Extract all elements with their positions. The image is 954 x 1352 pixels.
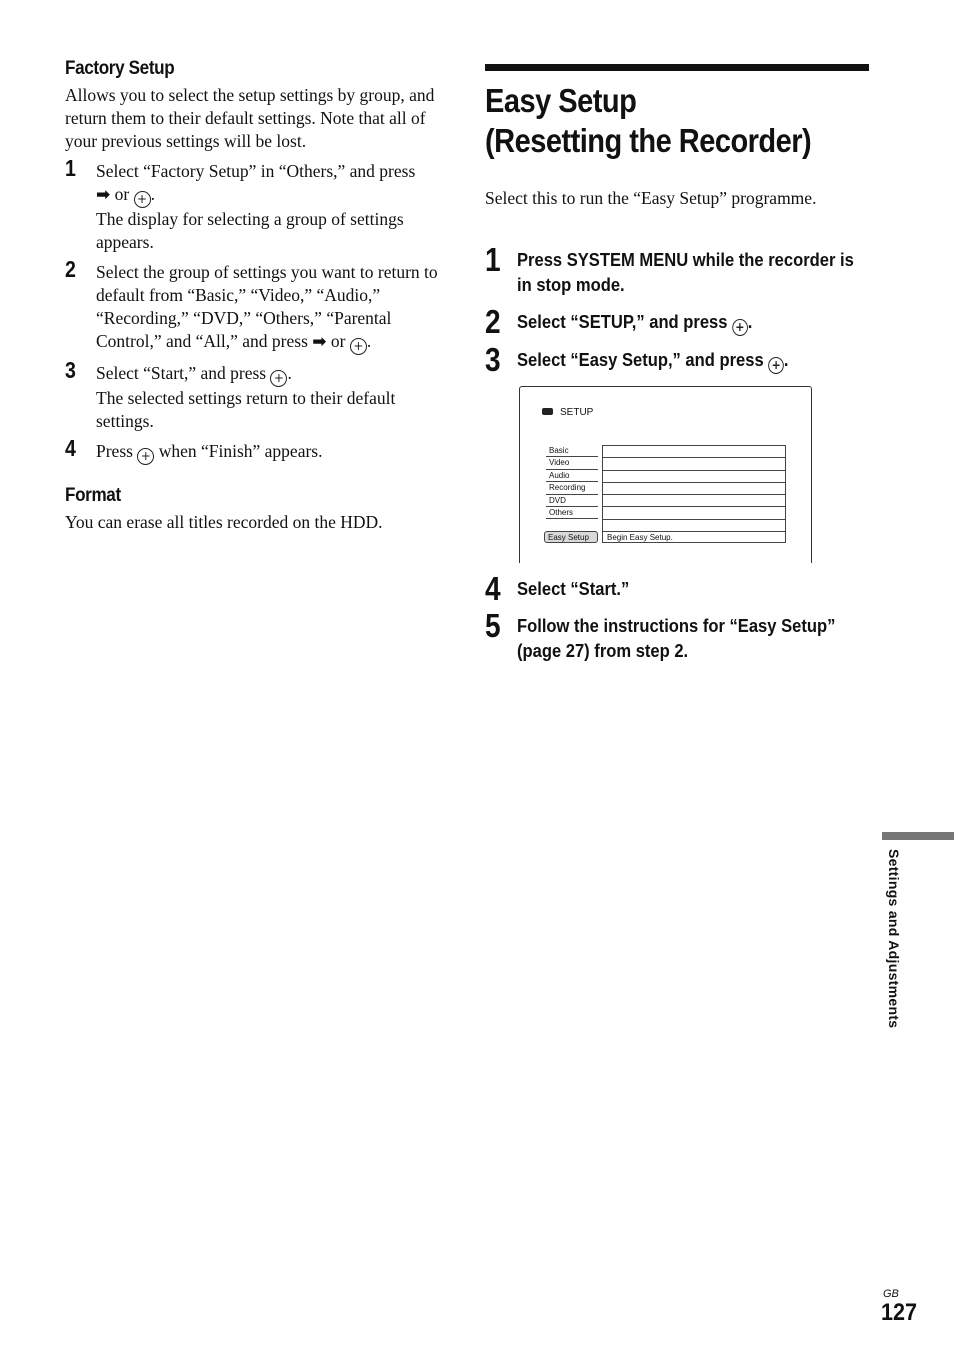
step-text: . — [150, 184, 155, 204]
step-number: 3 — [65, 357, 76, 383]
easy-step-1 — [485, 241, 870, 298]
step-text: when “Finish” appears. — [158, 441, 323, 461]
easy-setup-intro: Select this to run the “Easy Setup” programme. — [485, 188, 817, 208]
step-number: 2 — [65, 256, 76, 282]
step-text: . — [783, 350, 789, 370]
grid-row — [603, 520, 785, 532]
osd-menu-item: Others — [546, 507, 598, 519]
step-number: 4 — [485, 570, 501, 607]
factory-step-2 — [65, 256, 450, 355]
step-note: The display for selecting a group of settings appears. — [96, 209, 404, 252]
osd-header — [542, 407, 593, 418]
title-line-1: Easy Setup — [485, 82, 637, 119]
osd-menu-item: Basic — [546, 445, 598, 457]
right-arrow-icon: ➡ — [312, 332, 327, 352]
enter-button-icon: + — [137, 448, 154, 465]
section-tab-marker — [882, 832, 954, 840]
step-number: 2 — [485, 303, 501, 340]
step-text: . — [747, 312, 753, 332]
step-text: Press SYSTEM MENU while the recorder is — [517, 250, 854, 270]
osd-menu-item: Audio — [546, 470, 598, 482]
step-text: or — [114, 184, 130, 204]
step-number: 1 — [485, 241, 501, 278]
osd-menu — [546, 445, 598, 542]
step-text: or — [330, 331, 346, 351]
format-heading: Format — [65, 485, 121, 506]
grid-row — [603, 471, 785, 483]
format-text: You can erase all titles recorded on the HDD. — [65, 512, 383, 532]
step-text: Select “Start.” — [517, 579, 630, 599]
right-arrow-icon: ➡ — [96, 185, 111, 205]
step-number: 1 — [65, 155, 76, 181]
step-text: in stop mode. — [517, 275, 625, 295]
osd-menu-item: DVD — [546, 495, 598, 507]
enter-button-icon: + — [768, 357, 784, 374]
osd-settings-grid — [602, 445, 786, 543]
step-text: Select “SETUP,” and press — [517, 312, 728, 332]
section-side-label: Settings and Adjustments — [886, 849, 902, 1029]
easy-step-3 — [485, 341, 870, 378]
step-number: 3 — [485, 341, 501, 378]
step-text: Press — [96, 441, 133, 461]
grid-row — [603, 483, 785, 495]
easy-step-4 — [485, 570, 870, 607]
grid-row — [603, 446, 785, 458]
step-text: (page 27) from step 2. — [517, 641, 689, 661]
enter-button-icon: + — [350, 338, 367, 355]
title-line-2: (Resetting the Recorder) — [485, 122, 812, 159]
region-code: GB — [883, 1288, 899, 1300]
grid-row — [603, 495, 785, 507]
toolbox-icon — [542, 408, 553, 415]
osd-menu-item-selected: Easy Setup — [544, 531, 598, 543]
step-text: Select the group of settings you want to return to default from “Basic,” “Video,” “Audio,” “Recording,” “DVD,” “Others,” “Parental Control,” and “All,” and press — [96, 262, 438, 351]
step-text: . — [366, 331, 372, 351]
right-column — [485, 64, 870, 664]
step-text: Select “Start,” and press — [96, 363, 267, 383]
osd-description: Begin Easy Setup. — [607, 533, 673, 543]
step-number: 5 — [485, 607, 501, 644]
step-note: The selected settings return to their default settings. — [96, 388, 396, 431]
step-text: Select “Factory Setup” in “Others,” and press — [96, 161, 416, 181]
grid-row — [603, 507, 785, 519]
factory-step-3 — [65, 357, 450, 433]
step-text: . — [287, 363, 292, 383]
step-number: 4 — [65, 435, 76, 461]
enter-button-icon: + — [270, 370, 287, 387]
left-column — [65, 58, 450, 534]
factory-step-1 — [65, 155, 450, 254]
setup-screen-illustration — [519, 386, 812, 563]
easy-step-2 — [485, 303, 870, 340]
grid-row — [603, 458, 785, 470]
enter-button-icon: + — [134, 191, 151, 208]
title-rule — [485, 64, 869, 71]
page-number: 127 — [881, 1299, 918, 1326]
step-text: Follow the instructions for “Easy Setup” — [517, 616, 836, 636]
easy-step-5 — [485, 607, 870, 664]
factory-setup-intro: Allows you to select the setup settings by group, and return them to their default settings. Note that all of your previous settings will be lost. — [65, 85, 435, 151]
factory-setup-heading: Factory Setup — [65, 58, 175, 79]
enter-button-icon: + — [732, 319, 748, 336]
page-title — [485, 81, 824, 161]
osd-menu-item: Recording — [546, 482, 598, 494]
osd-menu-item: Video — [546, 457, 598, 469]
osd-header-label: SETUP — [560, 407, 594, 418]
factory-step-4 — [65, 435, 450, 465]
step-text: Select “Easy Setup,” and press — [517, 350, 764, 370]
